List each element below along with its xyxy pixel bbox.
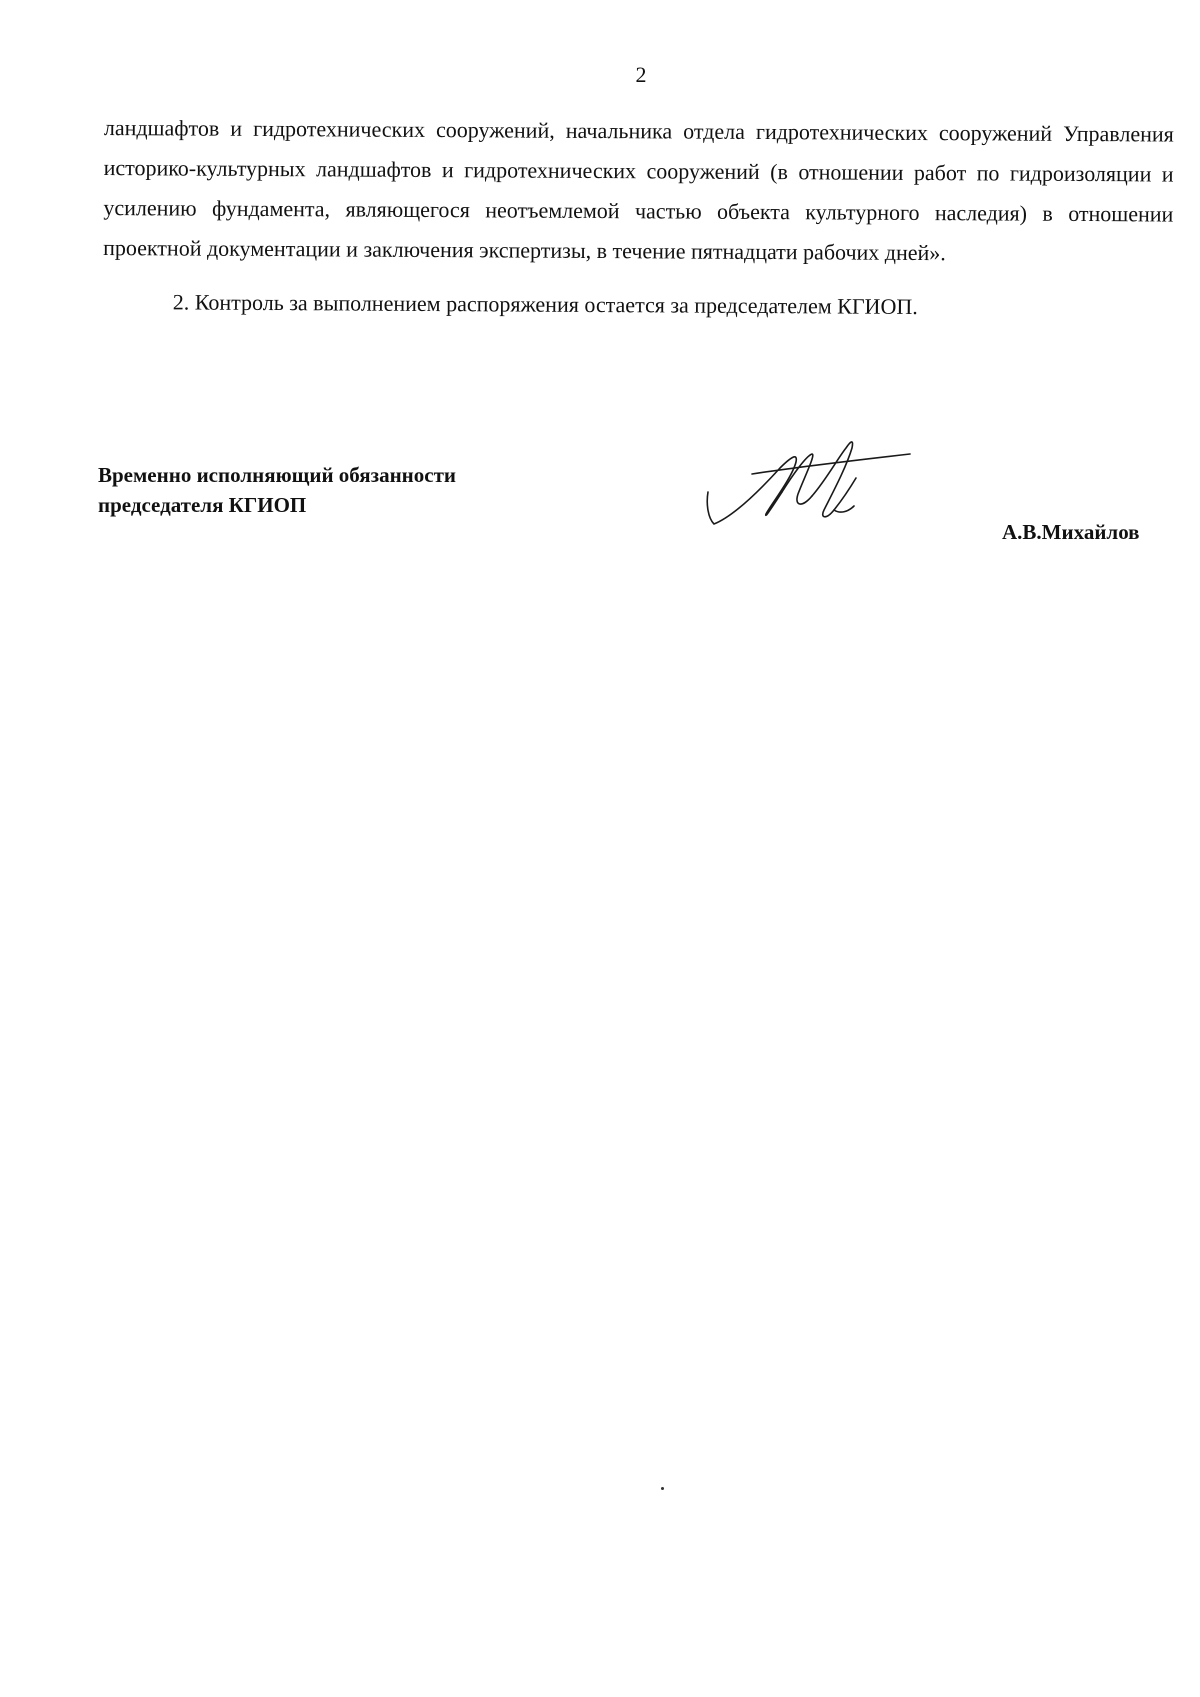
signatory-position-line-1: Временно исполняющий обязанности — [98, 463, 457, 487]
document-body — [103, 108, 1174, 329]
paragraph-control-clause: 2. Контроль за выполнением распоряжения остается за председателем КГИОП. — [172, 289, 918, 319]
paragraph-continuation: ландшафтов и гидротехнических сооружений, начальника отдела гидротехнических сооружений Управления историко-культурных ландшафтов и гидротехнических сооружений (в отношении работ по гидроизоляции и усилению фундамента, являющегося неотъемлемой частью объекта культурного наследия) в отношении проектной документации и заключения экспертизы, в течение пятнадцати рабочих дней». — [103, 114, 1174, 266]
page-number: 2 — [635, 62, 647, 87]
scan-artifact-dot — [661, 1487, 664, 1490]
handwritten-signature — [700, 418, 920, 538]
signatory-position-line-2: председателя КГИОП — [98, 493, 307, 517]
signer-name: А.В.Михайлов — [1002, 520, 1140, 544]
signatory-position — [98, 460, 456, 520]
